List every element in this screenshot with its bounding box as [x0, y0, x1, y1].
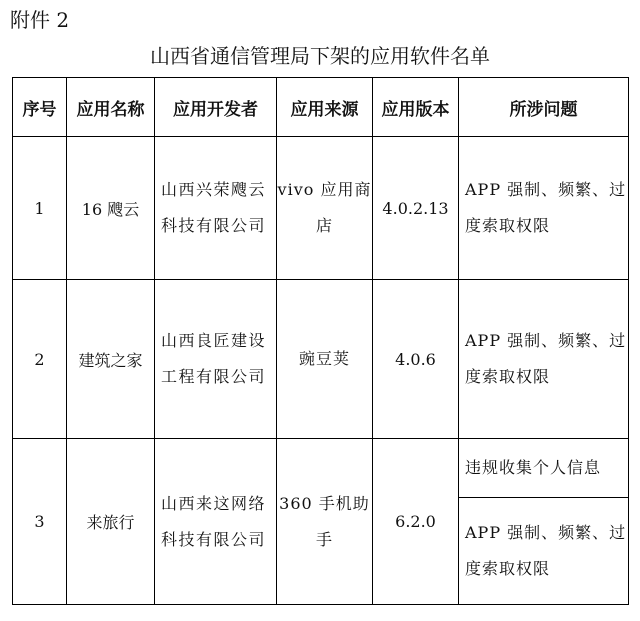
col-header-version: 应用版本 [373, 78, 459, 137]
cell-no: 2 [13, 280, 67, 439]
table-row [13, 137, 629, 280]
col-header-issues: 所涉问题 [459, 78, 629, 137]
document-title: 山西省通信管理局下架的应用软件名单 [150, 44, 490, 68]
cell-developer [155, 280, 277, 439]
col-header-developer: 应用开发者 [155, 78, 277, 137]
developer-line: 工程有限公司 [161, 367, 267, 386]
col-header-app-name: 应用名称 [67, 78, 155, 137]
attachment-label: 附件 2 [10, 8, 70, 32]
cell-source [277, 280, 373, 439]
cell-version: 6.2.0 [373, 439, 459, 605]
table-header-row [13, 78, 629, 137]
cell-issue [459, 280, 629, 439]
cell-issue [459, 498, 629, 605]
cell-app-name: 16 飕云 [67, 137, 155, 280]
developer-line: 科技有限公司 [161, 529, 267, 549]
table-row [13, 439, 629, 498]
cell-issue [459, 439, 629, 498]
cell-issue [459, 137, 629, 280]
col-header-no: 序号 [13, 78, 67, 137]
table-row [13, 280, 629, 439]
source-line: 豌豆荚 [298, 349, 350, 368]
issue-line: 度索取权限 [465, 367, 551, 386]
cell-developer [155, 439, 277, 605]
cell-version: 4.0.6 [373, 280, 459, 439]
cell-source [277, 137, 373, 280]
app-removal-table [12, 77, 629, 605]
cell-version: 4.0.2.13 [373, 137, 459, 280]
issue-line: APP 强制、频繁、过 [465, 523, 627, 542]
developer-line: 山西良匠建设 [161, 331, 267, 350]
cell-source [277, 439, 373, 605]
source-line: 手 [315, 529, 333, 549]
issue-line: 度索取权限 [465, 216, 551, 235]
cell-app-name: 建筑之家 [67, 280, 155, 439]
cell-app-name: 来旅行 [67, 439, 155, 605]
developer-line: 山西兴荣飕云 [161, 180, 267, 199]
source-line: 店 [315, 216, 333, 235]
developer-line: 山西来这网络 [161, 493, 267, 513]
issue-line: 度索取权限 [465, 559, 551, 578]
issue-line: 违规收集个人信息 [465, 458, 602, 477]
cell-no: 3 [13, 439, 67, 605]
source-line: 360 手机助 [279, 493, 370, 513]
col-header-source: 应用来源 [277, 78, 373, 137]
cell-developer [155, 137, 277, 280]
developer-line: 科技有限公司 [161, 216, 267, 235]
issue-line: APP 强制、频繁、过 [465, 180, 627, 199]
source-line: vivo 应用商 [277, 180, 372, 199]
issue-line: APP 强制、频繁、过 [465, 331, 627, 350]
cell-no: 1 [13, 137, 67, 280]
